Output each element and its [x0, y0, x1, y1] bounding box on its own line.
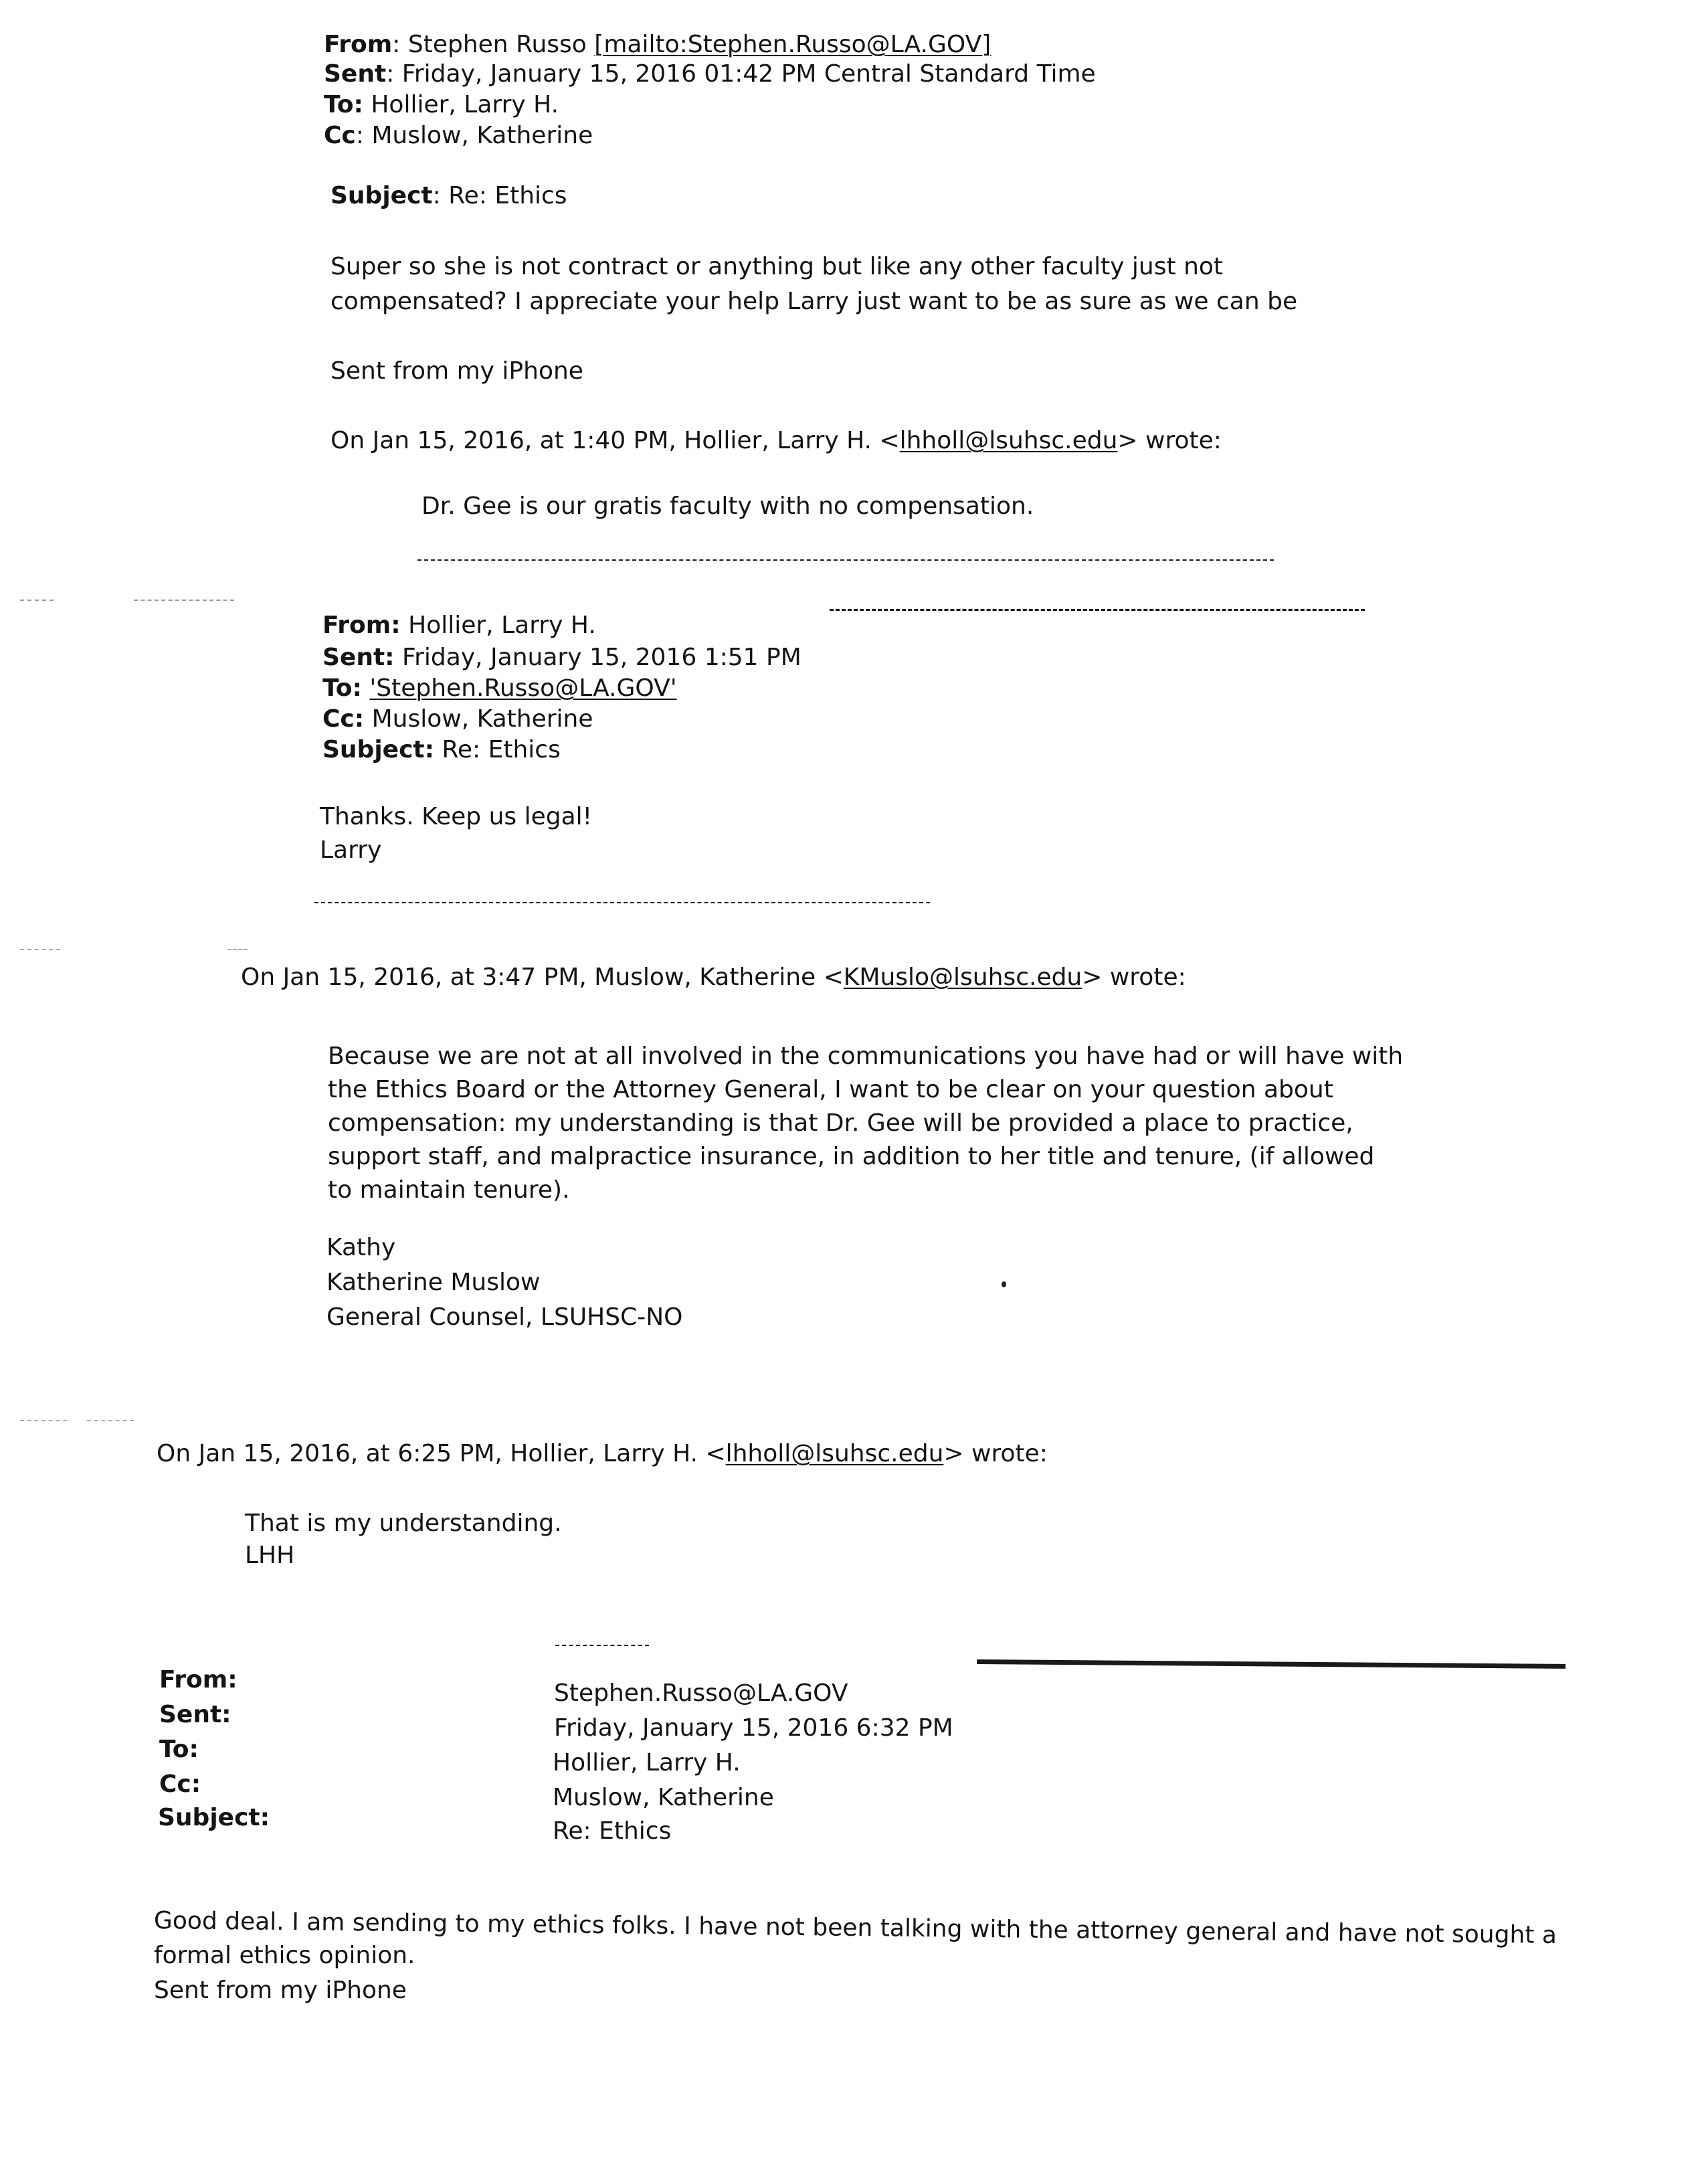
- email-4-body-line-2: LHH: [245, 1542, 295, 1569]
- email-3-sig-line-2: Katherine Muslow: [326, 1269, 541, 1296]
- email-2-body-line-1: Thanks. Keep us legal!: [320, 803, 593, 830]
- quote-intro-1: On Jan 15, 2016, at 1:40 PM, Hollier, Larry H. <lhholl@lsuhsc.edu> wrote:: [330, 427, 1222, 454]
- email-5-to-value: Hollier, Larry H.: [553, 1749, 741, 1777]
- scan-speck: [1002, 1281, 1006, 1287]
- email-5-from-value: Stephen.Russo@LA.GOV: [554, 1679, 848, 1707]
- email-1-to-line: [324, 90, 559, 120]
- from-label: From:: [322, 612, 401, 639]
- to-label: To:: [324, 91, 363, 118]
- email-1-cc-line: Cc: Muslow, Katherine: [324, 122, 593, 149]
- scan-mark: [20, 949, 60, 950]
- email-5-to-label: To:: [159, 1736, 199, 1763]
- email-1-body-line-1: Super so she is not contract or anything but like any other faculty just not: [330, 253, 1224, 280]
- cc-label: Cc:: [322, 705, 365, 733]
- mailto-link[interactable]: [mailto:Stephen.Russo@LA.GOV]: [594, 31, 991, 58]
- email-1-from-line: From: Stephen Russo [mailto:Stephen.Russo@LA.GOV]: [324, 31, 991, 58]
- email-5-subject-label: Subject:: [158, 1804, 270, 1831]
- subject-label: Subject: [330, 182, 433, 209]
- divider: [314, 902, 930, 903]
- quoted-body-1: Dr. Gee is our gratis faculty with no compensation.: [421, 492, 1034, 520]
- quote-intro-4: On Jan 15, 2016, at 6:25 PM, Hollier, Larry H. <lhholl@lsuhsc.edu> wrote:: [157, 1440, 1048, 1467]
- to-email-link[interactable]: 'Stephen.Russo@LA.GOV': [369, 674, 677, 702]
- from-value: Stephen Russo: [407, 31, 587, 58]
- email-5-body-line-2: formal ethics opinion.: [154, 1942, 415, 1969]
- email-2-body-line-2: Larry: [320, 836, 382, 864]
- email-1-body-line-2: compensated? I appreciate your help Larry just want to be as sure as we can be: [330, 288, 1298, 315]
- from-label: From: [324, 31, 393, 58]
- sent-value: Friday, January 15, 2016 01:42 PM Central Standard Time: [401, 60, 1096, 88]
- subject-value: Re: Ethics: [442, 736, 561, 763]
- email-link[interactable]: lhholl@lsuhsc.edu: [725, 1440, 944, 1467]
- scan-mark: [134, 600, 234, 601]
- cc-value: Muslow, Katherine: [371, 705, 593, 733]
- cc-value: Muslow, Katherine: [371, 122, 593, 149]
- email-3-body-line-3: compensation: my understanding is that Dr. Gee will be provided a place to practice,: [328, 1109, 1353, 1137]
- email-2-subject-line: [322, 735, 561, 765]
- email-5-sent-label: Sent:: [159, 1701, 231, 1728]
- email-2-sent-line: [322, 642, 801, 673]
- scan-mark: [87, 1420, 134, 1421]
- email-5-sent-value: Friday, January 15, 2016 6:32 PM: [554, 1714, 953, 1742]
- email-3-body-line-1: Because we are not at all involved in the communications you have had or will have with: [328, 1042, 1404, 1070]
- divider: [417, 559, 1274, 561]
- sent-label: Sent: [324, 60, 387, 88]
- subject-label: Subject:: [322, 736, 435, 763]
- email-3-sig-line-3: General Counsel, LSUHSC-NO: [326, 1303, 683, 1331]
- from-value: Hollier, Larry H.: [408, 612, 596, 639]
- email-1-sent-line: Sent: Friday, January 15, 2016 01:42 PM Central Standard Time: [324, 60, 1096, 88]
- email-3-sig-line-1: Kathy: [326, 1234, 396, 1261]
- to-value: Hollier, Larry H.: [371, 91, 559, 118]
- divider: [555, 1645, 649, 1646]
- divider: [830, 609, 1365, 611]
- email-link[interactable]: lhholl@lsuhsc.edu: [899, 427, 1118, 454]
- subject-value: Re: Ethics: [448, 182, 567, 209]
- email-link[interactable]: KMuslo@lsuhsc.edu: [843, 964, 1082, 991]
- email-1-signature: Sent from my iPhone: [330, 357, 583, 385]
- email-5-cc-value: Muslow, Katherine: [553, 1784, 774, 1811]
- email-3-body-line-5: to maintain tenure).: [328, 1176, 570, 1204]
- sent-label: Sent:: [322, 644, 395, 671]
- sent-value: Friday, January 15, 2016 1:51 PM: [402, 644, 801, 671]
- email-5-signature: Sent from my iPhone: [154, 1977, 407, 2004]
- cc-label: Cc: [324, 122, 356, 149]
- email-5-subject-value: Re: Ethics: [553, 1817, 672, 1845]
- quote-intro-3: On Jan 15, 2016, at 3:47 PM, Muslow, Katherine <KMuslo@lsuhsc.edu> wrote:: [241, 964, 1186, 991]
- email-4-body-line-1: That is my understanding.: [245, 1510, 562, 1537]
- email-2-cc-line: [322, 704, 593, 735]
- email-3-body-line-2: the Ethics Board or the Attorney General, I want to be clear on your question about: [328, 1076, 1333, 1103]
- scan-mark: [20, 1420, 67, 1421]
- email-5-body-line-1: Good deal. I am sending to my ethics folks. I have not been talking with the attorney general and have not sought a: [153, 1907, 1557, 1949]
- scan-mark: [20, 600, 54, 601]
- email-5-cc-label: Cc:: [159, 1770, 201, 1798]
- email-1-subject-line: Subject: Re: Ethics: [330, 182, 567, 209]
- email-2-to-line: [322, 673, 677, 704]
- scan-mark: [227, 949, 248, 950]
- email-3-body-line-4: support staff, and malpractice insurance, in addition to her title and tenure, (if allowed: [328, 1143, 1375, 1170]
- to-label: To:: [322, 674, 362, 702]
- divider: [977, 1659, 1566, 1669]
- email-5-from-label: From:: [159, 1666, 238, 1694]
- email-2-from-line: [322, 610, 596, 641]
